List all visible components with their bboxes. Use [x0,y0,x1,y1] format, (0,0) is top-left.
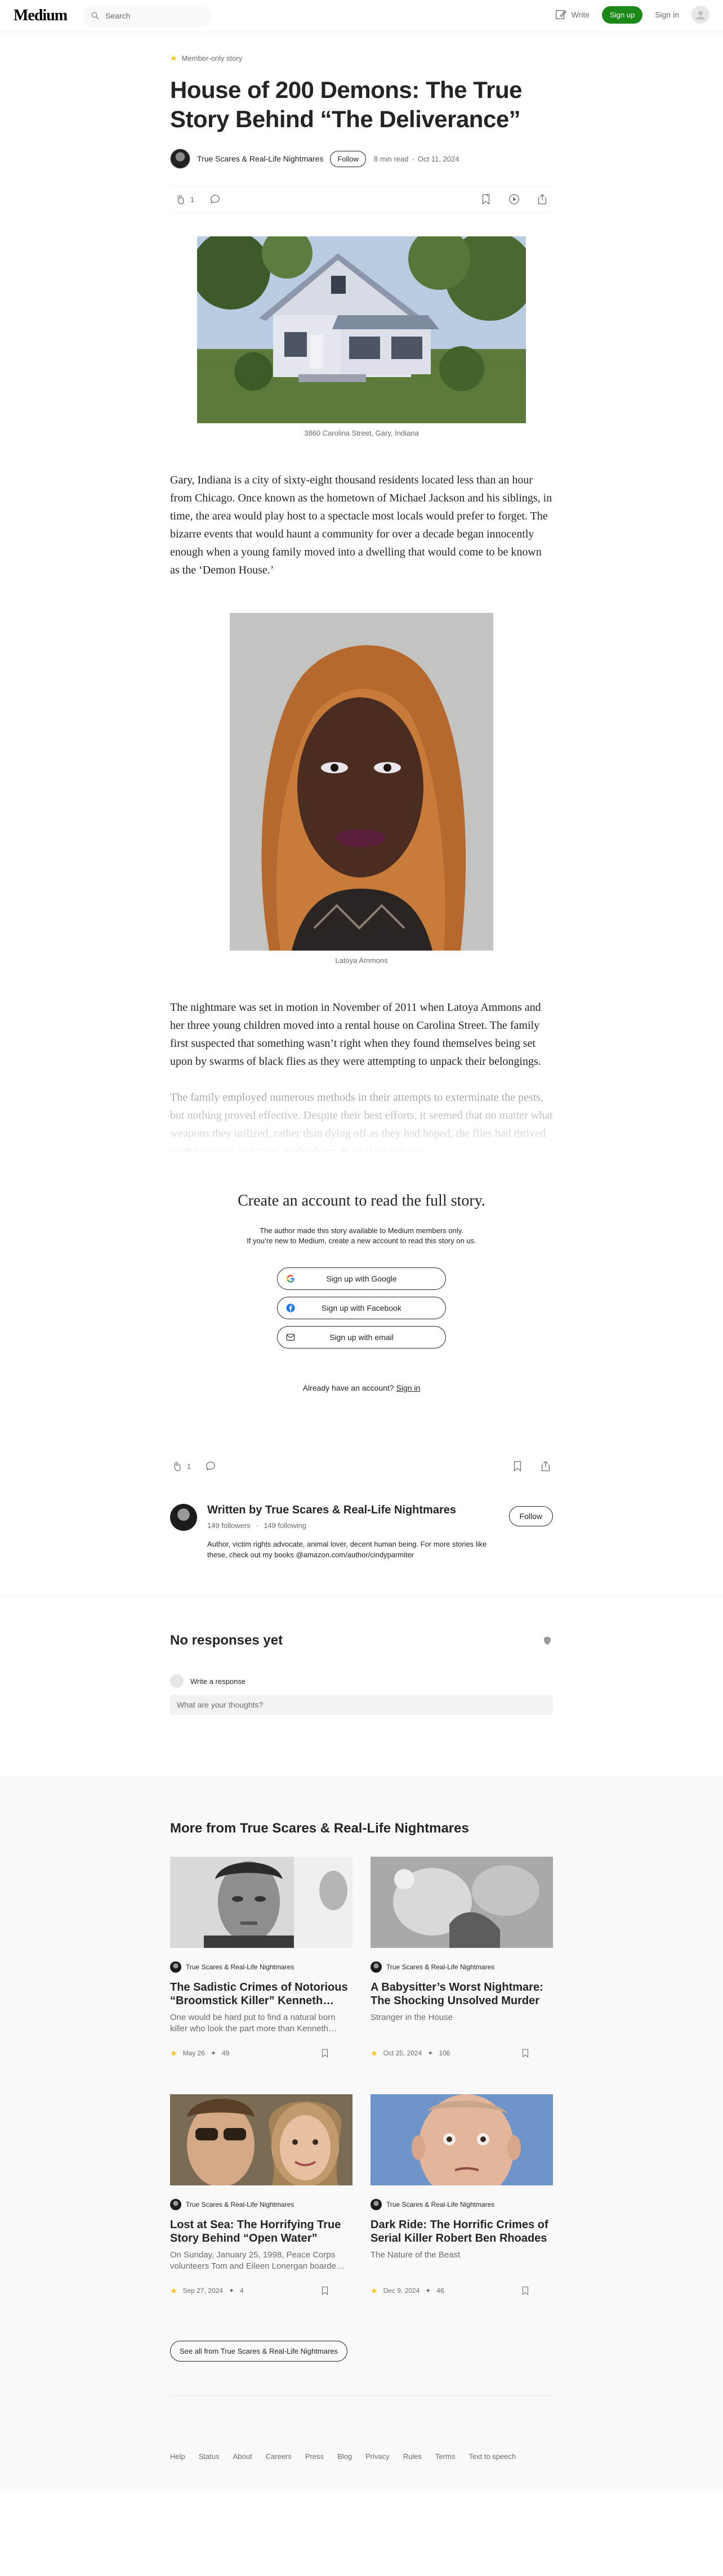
see-all-button[interactable]: See all from True Scares & Real-Life Nightmares [170,2341,347,2362]
author-name[interactable]: True Scares & Real-Life Nightmares [197,154,324,163]
figure-caption-house: 3860 Carolina Street, Gary, Indiana [304,429,419,437]
responses-heading: No responses yet [170,1633,283,1648]
figure-house [170,236,553,437]
footer-link-status[interactable]: Status [198,2452,220,2461]
paragraph-2: The nightmare was set in motion in November of 2011 when Latoya Ammons and her three young children moved into a rental house on Carolina Street. The family first suspected that something wasn’t right when they found themselves being set upon by swarms of black flies as they were attempting to unpack their belongings. [170,1001,541,1068]
story-thumbnail[interactable] [371,1857,553,1948]
already-text: Already have an account? [302,1383,394,1392]
paragraph-3-faded [170,1088,553,1152]
comment-icon [209,193,221,205]
read-time: 8 min read [373,154,409,163]
writer-card [170,1504,553,1560]
footer-link-about[interactable]: About [233,2452,252,2461]
signup-email-label: Sign up with email [329,1333,394,1342]
paywall-heading: Create an account to read the full story. [238,1192,485,1209]
clap-icon [175,193,187,205]
card-author-avatar [371,1961,382,1973]
user-icon [695,9,706,20]
comment-icon[interactable] [204,1460,217,1472]
house-photo [197,236,526,423]
byline [170,149,553,169]
member-only-label: Member-only story [181,54,243,62]
card-subtitle: One would be hard put to find a natural born killer who look the part more than Kenneth… [170,2013,337,2033]
bookmark-icon[interactable] [480,193,492,205]
star-icon: ★ [170,2286,177,2295]
card-title[interactable]: A Babysitter’s Worst Nightmare: The Shocking Unsolved Murder [371,1981,543,2007]
story-card[interactable] [371,1857,553,2058]
clap-count: 1 [190,195,195,204]
clap-button[interactable] [175,193,194,205]
card-subtitle: Stranger in the House [371,2013,453,2022]
story-card[interactable] [170,1857,352,2058]
author-avatar[interactable] [170,149,190,169]
card-response-count: 49 [221,2049,230,2057]
story-card[interactable] [371,2094,553,2296]
dot-separator: · [412,154,415,163]
card-author-name[interactable]: True Scares & Real-Life Nightmares [186,2201,294,2208]
card-date: Sep 27, 2024 [182,2287,223,2295]
card-response-count: 46 [436,2287,444,2295]
search-placeholder: Search [105,11,131,20]
response-count-icon: ✦ [228,2287,235,2295]
bottom-clap-button[interactable] [171,1460,191,1472]
share-icon[interactable] [536,193,548,205]
card-subtitle: The Nature of the Beast [371,2250,461,2260]
writer-follow-button[interactable]: Follow [509,1506,553,1526]
dot-separator: · [256,1521,258,1530]
footer-link-privacy[interactable]: Privacy [365,2452,390,2461]
article-action-bar [170,186,553,213]
search-icon [91,11,100,20]
signup-button[interactable]: Sign up [602,6,642,24]
footer [170,2396,553,2461]
write-label: Write [571,10,590,19]
bottom-clap-count: 1 [187,1462,191,1471]
responses-section [170,1633,553,1715]
already-have-account [170,1383,553,1392]
footer-link-text-to-speech[interactable]: Text to speech [468,2452,516,2461]
follow-button[interactable]: Follow [330,151,366,167]
bookmark-icon[interactable] [511,1460,524,1472]
card-response-count: 106 [439,2049,450,2057]
article-title: House of 200 Demons: The True Story Behind “The Deliverance” [170,77,522,132]
bookmark-icon[interactable] [320,2286,330,2296]
response-count-icon: ✦ [425,2287,431,2295]
card-title[interactable]: Lost at Sea: The Horrifying True Story Behind “Open Water” [170,2219,341,2245]
card-date: Oct 25, 2024 [383,2049,422,2057]
response-placeholder: What are your thoughts? [177,1700,264,1709]
writer-following[interactable]: 149 following [264,1521,307,1530]
paywall-fade [170,1088,553,1163]
card-title[interactable]: The Sadistic Crimes of Notorious “Broomstick Killer” Kenneth… [170,1981,348,2007]
response-count-icon: ✦ [427,2049,434,2057]
writer-heading[interactable]: Written by True Scares & Real-Life Nightmares [207,1504,456,1516]
footer-link-press[interactable]: Press [305,2452,324,2461]
top-nav [0,0,723,32]
story-thumbnail[interactable] [371,2094,553,2185]
paragraph-1: Gary, Indiana is a city of sixty-eight thousand residents located less than an hour from Chicago. Once known as the hometown of Michael Jackson and his siblings, in time, the area would play host to a spectacle most locals would prefer to forget. The bizarre events that would haunt a community for over a decade began innocently enough when a young family moved into a dwelling that would come to be known as the ‘Demon House.’ [170,474,552,576]
card-author-avatar [170,1961,181,1973]
figure-caption-portrait: Latoya Ammons [335,956,388,965]
write-button[interactable] [555,8,590,21]
portrait-photo [230,613,493,951]
bottom-action-bar [170,1460,553,1472]
paywall [170,1192,553,1392]
write-response-label: Write a response [190,1677,246,1686]
star-icon: ★ [371,2286,378,2295]
section-divider [0,1596,723,1597]
card-author-name[interactable]: True Scares & Real-Life Nightmares [186,1963,294,1971]
bookmark-icon[interactable] [520,2048,530,2058]
writer-followers[interactable]: 149 followers [207,1521,251,1530]
search-input[interactable] [83,5,212,27]
signup-google-button[interactable] [277,1267,446,1290]
more-heading: More from True Scares & Real-Life Nightmares [170,1821,469,1836]
user-avatar[interactable] [691,6,709,24]
card-date: May 26 [182,2049,205,2057]
footer-link-rules[interactable]: Rules [403,2452,422,2461]
more-from-author [0,1776,723,2489]
footer-link-careers[interactable]: Careers [265,2452,292,2461]
shield-icon[interactable] [542,1635,553,1646]
card-date: Dec 9, 2024 [383,2287,420,2295]
paywall-signin-link[interactable]: Sign in [396,1383,421,1392]
response-input[interactable] [170,1695,553,1715]
paywall-line-2: If you’re new to Medium, create a new account to read this story on us. [247,1237,476,1245]
story-thumbnail[interactable] [170,1857,352,1948]
story-thumbnail[interactable] [170,2094,352,2185]
writer-bio: Author, victim rights advocate, animal lover, decent human being. For more stories like these, check out my books @amazon.com/author/cindyparmiter [207,1540,487,1559]
signup-facebook-label: Sign up with Facebook [322,1303,401,1312]
card-author-name[interactable]: True Scares & Real-Life Nightmares [386,2201,495,2208]
signin-link[interactable]: Sign in [655,10,679,19]
card-subtitle: On Sunday, January 25, 1998, Peace Corps volunteers Tom and Eileen Lonergan boarde… [170,2250,345,2271]
response-count-icon: ✦ [210,2049,216,2057]
share-icon[interactable] [539,1460,552,1472]
card-response-count: 4 [240,2287,244,2295]
card-author-avatar [371,2199,382,2210]
clap-icon [171,1460,184,1472]
signup-facebook-button[interactable] [277,1297,446,1319]
article [170,53,553,1560]
star-icon: ★ [170,2048,177,2058]
comment-button[interactable] [209,193,221,205]
star-icon: ★ [371,2048,378,2058]
write-icon [555,8,567,21]
story-card[interactable] [170,2094,352,2296]
footer-link-help[interactable]: Help [170,2452,185,2461]
figure-portrait [170,613,553,965]
footer-link-blog[interactable]: Blog [337,2452,352,2461]
writer-avatar[interactable] [170,1504,197,1531]
signup-email-button[interactable] [277,1326,446,1349]
medium-logo[interactable]: Medium [14,7,68,24]
signup-google-label: Sign up with Google [326,1274,397,1283]
card-author-name[interactable]: True Scares & Real-Life Nightmares [386,1963,495,1971]
bookmark-icon[interactable] [520,2286,530,2296]
play-icon[interactable] [508,193,520,205]
publish-date: Oct 11, 2024 [418,154,459,163]
bookmark-icon[interactable] [320,2048,330,2058]
star-icon: ★ [170,53,177,62]
card-author-avatar [170,2199,181,2210]
paywall-line-1: The author made this story available to Medium members only. [260,1226,463,1235]
member-only-badge [170,53,553,63]
card-title[interactable]: Dark Ride: The Horrific Crimes of Serial Killer Robert Ben Rhoades [371,2219,548,2245]
footer-link-terms[interactable]: Terms [435,2452,456,2461]
responder-avatar [170,1674,184,1688]
